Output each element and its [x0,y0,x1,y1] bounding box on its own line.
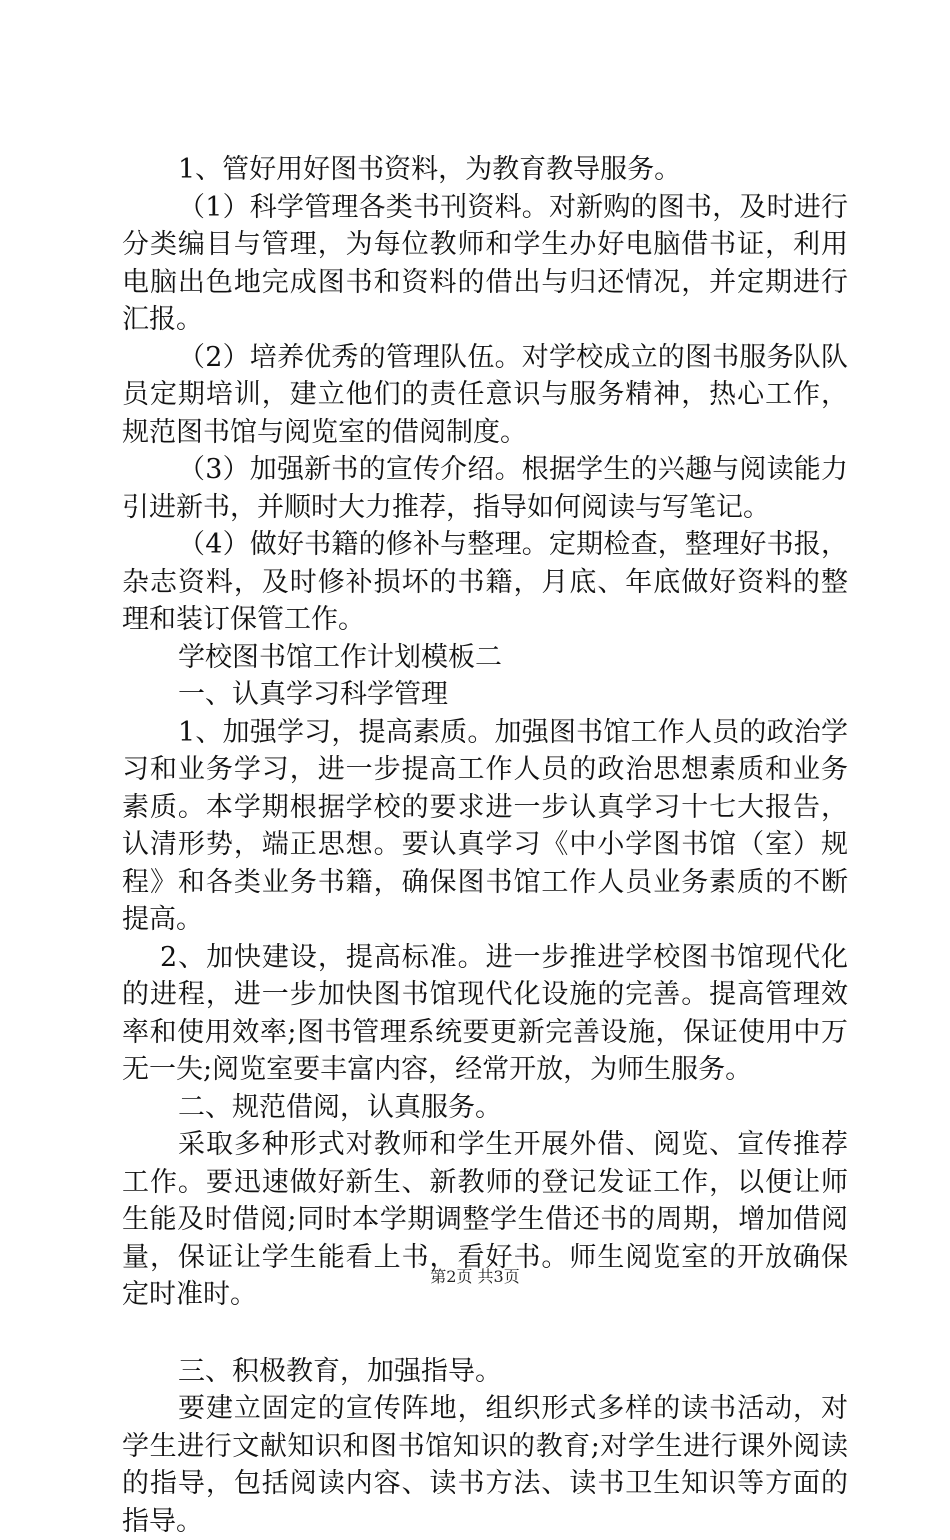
paragraph: （4）做好书籍的修补与整理。定期检查，整理好书报，杂志资料，及时修补损坏的书籍，月底、年底做好资料的整理和装订保管工作。 [122,529,848,635]
section-heading: 一、认真学习科学管理 [178,679,448,710]
section-heading: 三、积极教育，加强指导。 [178,1355,502,1387]
paragraph: 采取多种形式对教师和学生开展外借、阅览、宣传推荐工作。要迅速做好新生、新教师的登记发证工作，以便让师生能及时借阅;同时本学期调整学生借还书的周期，增加借阅量，保证让学生能看上书，看好书。师生阅览室的开放确保定时准时。 [122,1129,848,1310]
section-title: 学校图书馆工作计划模板二 [178,641,502,673]
document-body [122,151,848,1540]
page-number-footer: 第2页 共3页 [430,1267,520,1286]
paragraph: 要建立固定的宣传阵地，组织形式多样的读书活动，对学生进行文献知识和图书馆知识的教育;对学生进行课外阅读的指导，包括阅读内容、读书方法、读书卫生知识等方面的指导。 [122,1393,848,1537]
paragraph: （1）科学管理各类书刊资料。对新购的图书，及时进行分类编目与管理，为每位教师和学生办好电脑借书证，利用电脑出色地完成图书和资料的借出与归还情况，并定期进行汇报。 [122,191,848,335]
paragraph: （2）培养优秀的管理队伍。对学校成立的图书服务队队员定期培训，建立他们的责任意识与服务精神，热心工作，规范图书馆与阅览室的借阅制度。 [122,341,848,448]
section-heading: 二、规范借阅，认真服务。 [178,1091,502,1123]
paragraph: 1、管好用好图书资料，为教育教导服务。 [178,154,682,185]
paragraph: 2、加快建设，提高标准。进一步推进学校图书馆现代化的进程，进一步加快图书馆现代化设施的完善。提高管理效率和使用效率;图书管理系统要更新完善设施，保证使用中万无一失;阅览室要丰富内容，经常开放，为师生服务。 [122,941,848,1085]
paragraph: （3）加强新书的宣传介绍。根据学生的兴趣与阅读能力引进新书，并顺时大力推荐，指导如何阅读与写笔记。 [122,454,848,523]
paragraph: 1、加强学习，提高素质。加强图书馆工作人员的政治学习和业务学习，进一步提高工作人员的政治思想素质和业务素质。本学期根据学校的要求进一步认真学习十七大报告，认清形势，端正思想。要认真学习《中小学图书馆（室）规程》和各类业务书籍，确保图书馆工作人员业务素质的不断提高。 [122,716,848,935]
